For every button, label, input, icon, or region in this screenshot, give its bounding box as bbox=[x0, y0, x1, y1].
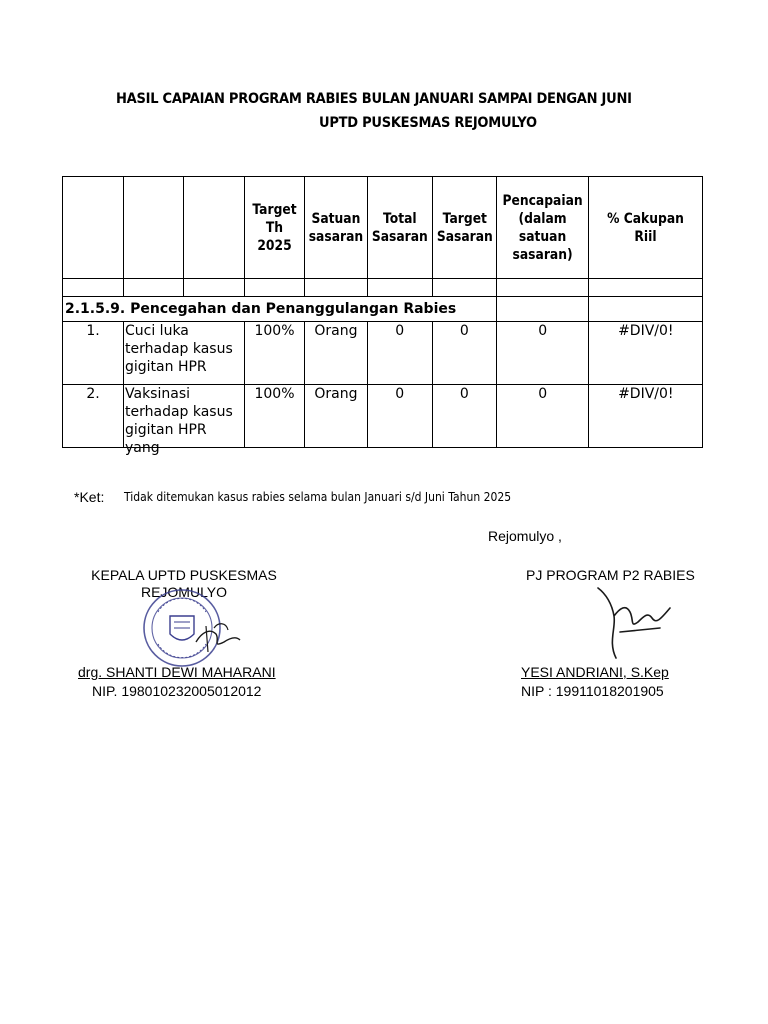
row-target: 100% bbox=[245, 322, 305, 385]
header-pencapaian: Pencapaian (dalam satuan sasaran) bbox=[497, 177, 589, 279]
ket-text: Tidak ditemukan kasus rabies selama bulan Januari s/d Juni Tahun 2025 bbox=[124, 490, 512, 504]
header-target-sasaran: Target Sasaran bbox=[432, 177, 497, 279]
row-satuan: Orang bbox=[305, 385, 368, 448]
row-pencapaian: 0 bbox=[497, 385, 589, 448]
header-row bbox=[63, 177, 703, 279]
row-total: 0 bbox=[367, 385, 432, 448]
report-subtitle: UPTD PUSKESMAS REJOMULYO bbox=[319, 115, 537, 131]
pj-nip: NIP : 19911018201905 bbox=[521, 683, 664, 699]
row-indikator: Cuci luka terhadap kasus gigitan HPR bbox=[124, 322, 245, 385]
header-total: Total Sasaran bbox=[367, 177, 432, 279]
spacer-row bbox=[63, 279, 703, 297]
row-indikator: Vaksinasi terhadap kasus gigitan HPR yang bbox=[124, 385, 245, 448]
row-satuan: Orang bbox=[305, 322, 368, 385]
row-target: 100% bbox=[245, 385, 305, 448]
signature-icon bbox=[590, 582, 672, 664]
row-cakupan: #DIV/0! bbox=[589, 322, 703, 385]
table-row bbox=[63, 322, 703, 385]
ket-label: *Ket: bbox=[74, 489, 105, 505]
table-row bbox=[63, 385, 703, 448]
section-title: 2.1.5.9. Pencegahan dan Penanggulangan Rabies bbox=[63, 297, 497, 322]
section-row bbox=[63, 297, 703, 322]
row-pencapaian: 0 bbox=[497, 322, 589, 385]
row-cakupan: #DIV/0! bbox=[589, 385, 703, 448]
row-number: 2. bbox=[63, 385, 124, 448]
header-col-2 bbox=[124, 177, 184, 279]
head-nip: NIP. 198010232005012012 bbox=[92, 683, 262, 699]
pj-name: YESI ANDRIANI, S.Kep bbox=[521, 664, 669, 680]
header-col-1 bbox=[63, 177, 124, 279]
row-total: 0 bbox=[367, 322, 432, 385]
header-target-th: Target Th 2025 bbox=[245, 177, 305, 279]
header-satuan: Satuan sasaran bbox=[305, 177, 368, 279]
row-number: 1. bbox=[63, 322, 124, 385]
header-col-3 bbox=[184, 177, 245, 279]
pj-title: PJ PROGRAM P2 RABIES bbox=[526, 567, 695, 583]
head-name: drg. SHANTI DEWI MAHARANI bbox=[78, 664, 276, 680]
row-target-sasaran: 0 bbox=[432, 385, 497, 448]
header-cakupan: % Cakupan Riil bbox=[589, 177, 703, 279]
report-title: HASIL CAPAIAN PROGRAM RABIES BULAN JANUARI SAMPAI DENGAN JUNI bbox=[116, 91, 632, 107]
rabies-table bbox=[62, 176, 703, 456]
head-title: KEPALA UPTD PUSKESMAS REJOMULYO bbox=[91, 567, 277, 600]
row-target-sasaran: 0 bbox=[432, 322, 497, 385]
place-date: Rejomulyo , bbox=[488, 528, 562, 544]
